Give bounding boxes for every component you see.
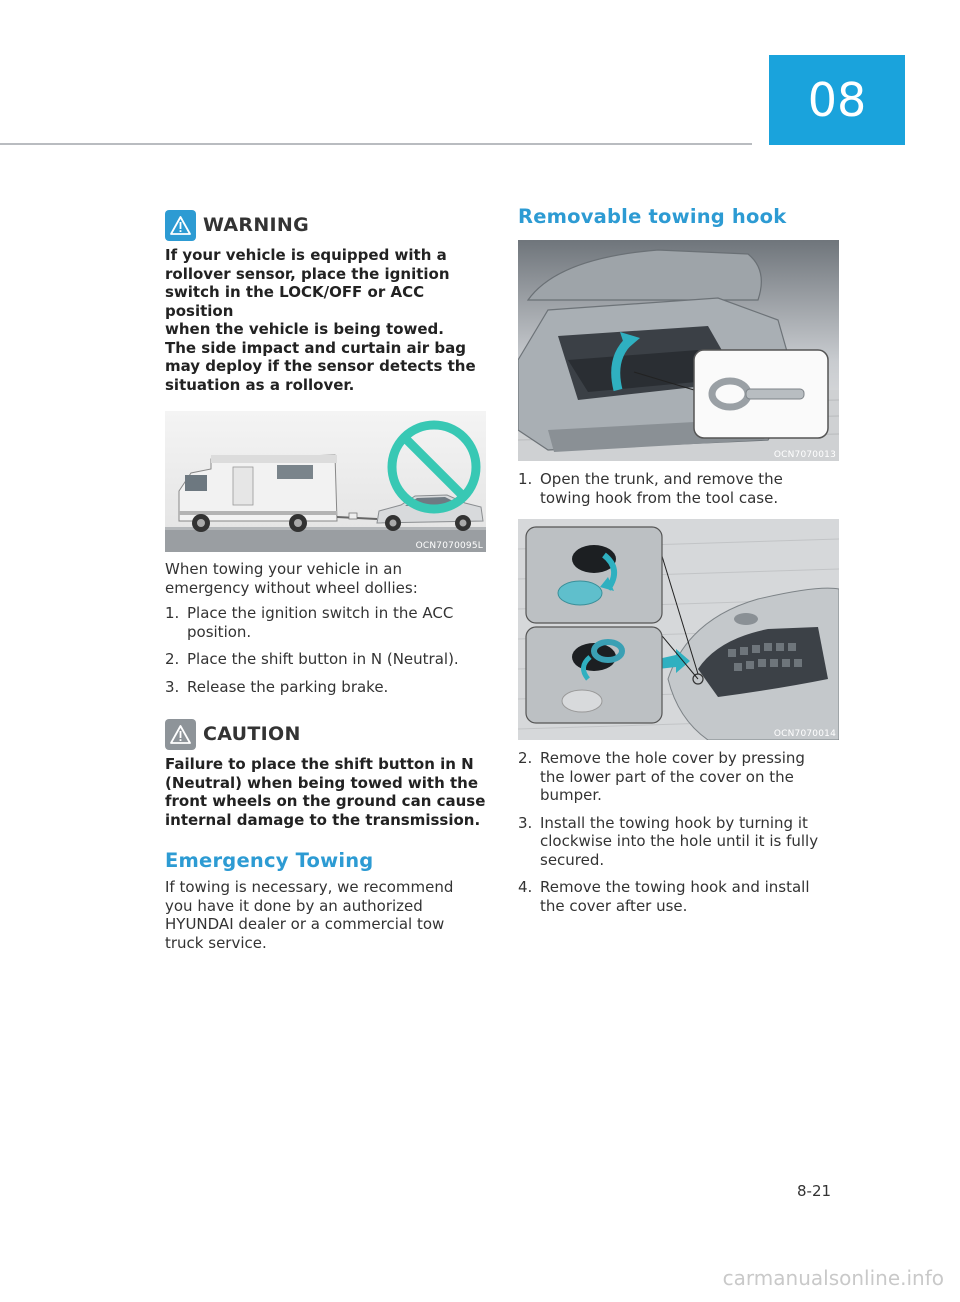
caution-title: CAUTION — [203, 723, 301, 745]
caution-line: (Neutral) when being towed with the — [165, 773, 479, 792]
step-text: bumper. — [540, 786, 602, 804]
list-item — [518, 749, 840, 805]
step-number: 3. — [518, 813, 533, 832]
emergency-line: truck service. — [165, 933, 267, 952]
warning-line: when the vehicle is being towed. — [165, 320, 444, 338]
figure-code: OCN7070013 — [773, 450, 836, 460]
warning-triangle-icon — [165, 210, 196, 241]
step-text: secured. — [540, 850, 605, 869]
warning-line: may deploy if the sensor detects the — [165, 357, 476, 375]
warning-box — [165, 210, 487, 394]
emergency-line: If towing is necessary, we recommend — [165, 878, 454, 896]
step-text: position. — [187, 622, 252, 641]
warning-line: If your vehicle is equipped with a — [165, 246, 447, 264]
caution-text — [165, 755, 487, 829]
step-text: Install the towing hook by turning it — [540, 813, 808, 832]
step-number: 1. — [165, 604, 180, 622]
hook-steps-list — [518, 749, 840, 915]
chapter-tab: 08 — [769, 55, 905, 145]
figure-bumper-hook-install — [518, 519, 839, 740]
header-rule — [0, 143, 752, 145]
list-item — [518, 470, 840, 507]
page-number: 8-21 — [797, 1182, 832, 1200]
step-number: 3. — [165, 677, 180, 696]
warning-header — [165, 210, 487, 240]
step-text: clockwise into the hole until it is fully — [540, 832, 819, 850]
trunk-open-image — [518, 240, 839, 461]
motorhome-towing-car-image — [165, 411, 486, 552]
warning-line: The side impact and curtain air bag — [165, 338, 466, 357]
list-item — [165, 678, 487, 697]
step-text: Release the parking brake. — [187, 677, 389, 696]
list-item — [518, 878, 840, 915]
removable-towing-hook-heading: Removable towing hook — [518, 205, 787, 228]
caution-line: front wheels on the ground can cause — [165, 792, 486, 810]
caution-triangle-icon — [165, 719, 196, 750]
step-text: Open the trunk, and remove the — [540, 470, 783, 488]
warning-line: rollover sensor, place the ignition — [165, 264, 450, 283]
emergency-towing-heading: Emergency Towing — [165, 849, 374, 872]
towing-steps-list — [165, 604, 487, 696]
caution-line: Failure to place the shift button in N — [165, 755, 474, 773]
step-text: towing hook from the tool case. — [540, 488, 779, 507]
list-item — [165, 650, 487, 669]
figure-code: OCN7070014 — [773, 729, 836, 739]
warning-title: WARNING — [203, 214, 310, 236]
step-number: 2. — [518, 749, 533, 767]
step-text: Place the ignition switch in the ACC — [187, 604, 454, 622]
caution-box — [165, 719, 487, 829]
list-item — [518, 814, 840, 870]
step-number: 4. — [518, 878, 533, 896]
list-item — [165, 604, 487, 641]
towing-intro — [165, 560, 487, 597]
caution-header — [165, 719, 487, 749]
step-text: Remove the towing hook and install — [540, 878, 810, 896]
warning-line: switch in the LOCK/OFF or ACC position — [165, 283, 425, 320]
step-text: Remove the hole cover by pressing — [540, 749, 805, 767]
caution-line: internal damage to the transmission. — [165, 810, 481, 829]
emergency-line: HYUNDAI dealer or a commercial tow — [165, 915, 445, 933]
step-number: 2. — [165, 650, 180, 668]
emergency-line: you have it done by an authorized — [165, 896, 423, 915]
step-text: Place the shift button in N (Neutral). — [187, 650, 459, 668]
intro-line: emergency without wheel dollies: — [165, 578, 418, 597]
hook-step-1 — [518, 470, 840, 507]
warning-line: situation as a rollover. — [165, 375, 355, 394]
bumper-hook-image — [518, 519, 839, 740]
intro-line: When towing your vehicle in an — [165, 560, 402, 578]
figure-no-towing-illustration — [165, 411, 486, 552]
step-text: the lower part of the cover on the — [540, 767, 794, 786]
right-column — [518, 205, 840, 915]
figure-code: OCN7070095L — [415, 541, 483, 551]
left-column — [165, 210, 487, 952]
emergency-towing-text — [165, 878, 487, 952]
step-number: 1. — [518, 470, 533, 488]
watermark-text: carmanualsonline.info — [722, 1266, 944, 1290]
step-text: the cover after use. — [540, 896, 688, 915]
figure-trunk-tool-case — [518, 240, 839, 461]
warning-text — [165, 246, 487, 394]
